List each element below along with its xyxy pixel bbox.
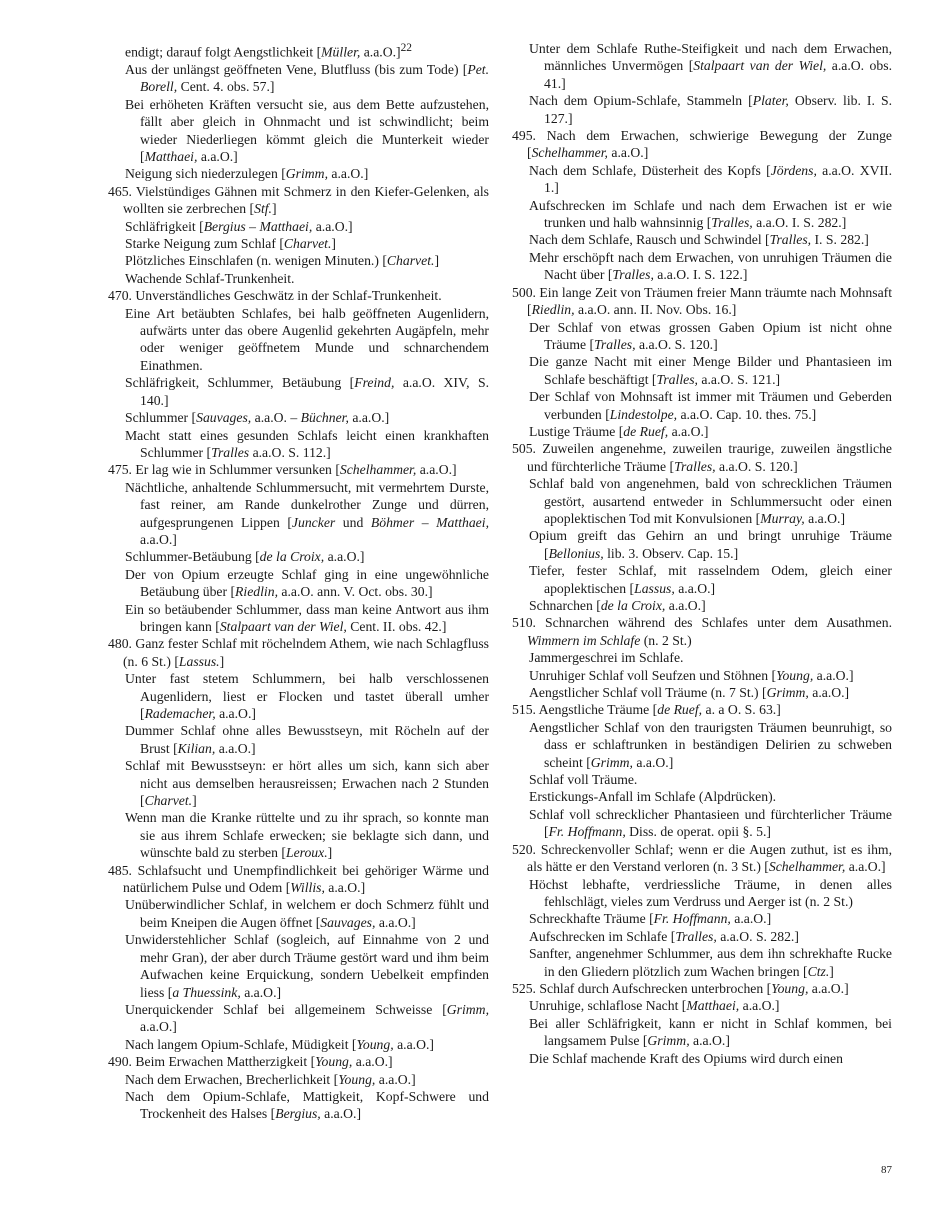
- symptom-entry: Nach dem Schlafe, Düsterheit des Kopfs [Jördens, a.a.O. XVII. 1.]: [529, 162, 893, 196]
- symptom-entry: Opium greift das Gehirn an und bringt unruhige Träume [Bellonius, lib. 3. Observ. Cap. 15.]: [529, 528, 892, 561]
- symptom-entry: Ein so betäubender Schlummer, dass man keine Antwort aus ihm bringen kann [Stalpaart van der Wiel, Cent. II. obs. 42.]: [125, 601, 489, 634]
- symptom-entry: Schläfrigkeit [Bergius – Matthaei, a.a.O.]: [125, 218, 353, 234]
- symptom-entry: Nach dem Schlafe, Rausch und Schwindel [Tralles, I. S. 282.]: [529, 232, 869, 248]
- symptom-entry: Sanfter, angenehmer Schlummer, aus dem ihn schrekhafte Rucke in den Gliedern plötzlich zum Wachen bringen [Ctz.]: [529, 946, 892, 979]
- numbered-entry: 525. Schlaf durch Aufschrecken unterbrochen [Young, a.a.O.]: [512, 980, 849, 996]
- symptom-entry: Eine Art betäubten Schlafes, bei halb geöffneten Augenlidern, aufwärts unter das obere Augenlid gekehrten Augäpfeln, mehr oder weniger geöffnetem Munde und schnarchendem Einathmen.: [125, 305, 489, 373]
- numbered-entry: 495. Nach dem Erwachen, schwierige Bewegung der Zunge [Schelhammer, a.a.O.]: [512, 128, 892, 161]
- symptom-entry: Unwiderstehlicher Schlaf (sogleich, auf Einnahme von 2 und mehr Gran), der aber durch Träume gestört ward und ihm beim Aufwachen keine Erquickung, sondern Uebelkeit empfinden liess [a Thuessink, a.a.O.]: [125, 932, 489, 1000]
- symptom-entry: Neigung sich niederzulegen [Grimm, a.a.O.]: [125, 166, 369, 182]
- numbered-entry: 485. Schlafsucht und Unempfindlichkeit bei gehöriger Wärme und natürlichem Pulse und Odem [Willis, a.a.O.]: [108, 862, 489, 896]
- symptom-entry: Die ganze Nacht mit einer Menge Bilder und Phantasieen im Schlafe beschäftigt [Tralles, a.a.O. S. 121.]: [529, 354, 892, 387]
- symptom-entry: Unerquickender Schlaf bei allgemeinem Schweisse [Grimm, a.a.O.]: [125, 1001, 489, 1035]
- symptom-entry: Schlummer-Betäubung [de la Croix, a.a.O.]: [125, 549, 365, 565]
- symptom-entry: Die Schlaf machende Kraft des Opiums wird durch einen: [529, 1050, 843, 1066]
- symptom-entry: endigt; darauf folgt Aengstlichkeit [Müller, a.a.O.]$^{22}$: [125, 42, 412, 60]
- symptom-entry: Schlaf mit Bewusstseyn: er hört alles um sich, kann sich aber nicht aus demselben herausreissen; Erwachen nach 2 Stunden [Charvet.]: [125, 758, 489, 809]
- symptom-entry: Bei erhöheten Kräften versucht sie, aus dem Bette aufzustehen, fällt aber gleich in Ohnmacht und ist schwindlicht; beim wieder Niederliegen kömmt gleich die Munterkeit wieder [Matthaei, a.a.O.]: [125, 96, 489, 164]
- symptom-entry: Erstickungs-Anfall im Schlafe (Alpdrücken).: [529, 789, 777, 805]
- symptom-entry: Schlaf voll Träume.: [529, 772, 638, 788]
- symptom-entry: Starke Neigung zum Schlaf [Charvet.]: [125, 236, 336, 252]
- symptom-entry: Unter fast stetem Schlummern, bei halb verschlossenen Augenlidern, liest er Flocken und tastet überall umher [Rademacher, a.a.O.]: [125, 671, 489, 721]
- symptom-entry: Aengstlicher Schlaf voll Träume (n. 7 St.) [Grimm, a.a.O.]: [529, 685, 850, 701]
- symptom-entry: Aufschrecken im Schlafe und nach dem Erwachen ist er wie trunken und halb wahnsinnig [Tralles, a.a.O. I. S. 282.]: [529, 197, 892, 231]
- numbered-entry: 510. Schnarchen während des Schlafes unter dem Ausathmen. Wimmern im Schlafe (n. 2 St.): [512, 615, 892, 648]
- symptom-entry: Dummer Schlaf ohne alles Bewusstseyn, mit Röcheln auf der Brust [Kilian, a.a.O.]: [125, 723, 489, 756]
- numbered-entry: 515. Aengstliche Träume [de Ruef, a. a O. S. 63.]: [512, 702, 781, 718]
- numbered-entry: 500. Ein lange Zeit von Träumen freier Mann träumte nach Mohnsaft [Riedlin, a.a.O. ann. II. Nov. Obs. 16.]: [512, 284, 892, 318]
- numbered-entry: 465. Vielstündiges Gähnen mit Schmerz in den Kiefer-Gelenken, als wollten sie zerbrechen [Stf.]: [108, 183, 489, 217]
- left-column: [108, 40, 489, 1123]
- symptom-entry: Lustige Träume [de Ruef, a.a.O.]: [529, 423, 709, 439]
- symptom-entry: Macht statt eines gesunden Schlafs leicht einen krankhaften Schlummer [Tralles a.a.O. S. 112.]: [125, 427, 489, 460]
- symptom-entry: Schlaf bald von angenehmen, bald von schrecklichen Träumen gestört, ausartend entweder in Schlummersucht oder einen apoplektischen Tod mit Konvulsionen [Murray, a.a.O.]: [529, 476, 892, 526]
- symptom-entry: Nach dem Opium-Schlafe, Stammeln [Plater, Observ. lib. I. S. 127.]: [529, 93, 892, 126]
- symptom-entry: Der Schlaf von Mohnsaft ist immer mit Träumen und Geberden verbunden [Lindestolpe, a.a.O. Cap. 10. thes. 75.]: [529, 389, 892, 422]
- symptom-entry: Mehr erschöpft nach dem Erwachen, von unruhigen Träumen die Nacht über [Tralles, a.a.O. I. S. 122.]: [529, 249, 892, 283]
- numbered-entry: 520. Schreckenvoller Schlaf; wenn er die Augen zuthut, ist es ihm, als hätte er den Verstand verloren (n. 3 St.) [Schelhammer, a.a.O.]: [512, 841, 892, 875]
- symptom-entry: Aus der unlängst geöffneten Vene, Blutfluss (bis zum Tode) [Pet. Borell, Cent. 4. obs. 57.]: [125, 61, 489, 95]
- numbered-entry: 475. Er lag wie in Schlummer versunken [Schelhammer, a.a.O.]: [108, 462, 457, 478]
- symptom-entry: Der von Opium erzeugte Schlaf ging in eine ungewöhnliche Betäubung über [Riedlin, a.a.O. ann. V. Oct. obs. 30.]: [125, 566, 489, 600]
- numbered-entry: 490. Beim Erwachen Mattherzigkeit [Young, a.a.O.]: [108, 1054, 393, 1070]
- symptom-entry: Wenn man die Kranke rüttelte und zu ihr sprach, so konnte man sie aus ihrem Schlafe erwecken; sie beklagte sich dann, und wünschte bald zu sterben [Leroux.]: [125, 810, 489, 861]
- symptom-entry: Aufschrecken im Schlafe [Tralles, a.a.O. S. 282.]: [529, 928, 799, 944]
- symptom-entry: Schreckhafte Träume [Fr. Hoffmann, a.a.O.]: [529, 911, 772, 927]
- symptom-entry: Nach dem Erwachen, Brecherlichkeit [Young, a.a.O.]: [125, 1071, 416, 1087]
- symptom-entry: Tiefer, fester Schlaf, mit rasselndem Odem, gleich einer apoplektischen [Lassus, a.a.O.]: [529, 563, 892, 596]
- right-column: [512, 40, 892, 1067]
- symptom-entry: Nächtliche, anhaltende Schlummersucht, mit vermehrtem Durste, fast reiner, am Rande dunkelrother Zunge und dürren, aufgesprungenen Lippen [Juncker und Böhmer – Matthaei, a.a.O.]: [125, 479, 489, 547]
- symptom-entry: Unüberwindlicher Schlaf, in welchem er doch Schmerz fühlt und beim Kneipen die Augen öffnet [Sauvages, a.a.O.]: [125, 897, 489, 930]
- symptom-entry: Wachende Schlaf-Trunkenheit.: [125, 270, 295, 286]
- symptom-entry: Schnarchen [de la Croix, a.a.O.]: [529, 598, 706, 613]
- symptom-entry: Schlaf voll schrecklicher Phantasieen und fürchterlicher Träume [Fr. Hoffmann, Diss. de operat. opii §. 5.]: [529, 806, 892, 840]
- symptom-entry: Nach dem Opium-Schlafe, Mattigkeit, Kopf-Schwere und Trockenheit des Halses [Bergius, a.a.O.]: [125, 1088, 489, 1122]
- symptom-entry: Der Schlaf von etwas grossen Gaben Opium ist nicht ohne Träume [Tralles, a.a.O. S. 120.]: [529, 319, 892, 352]
- symptom-entry: Schläfrigkeit, Schlummer, Betäubung [Freind, a.a.O. XIV, S. 140.]: [125, 375, 489, 408]
- symptom-entry: Schlummer [Sauvages, a.a.O. – Büchner, a.a.O.]: [125, 410, 390, 426]
- symptom-entry: Aengstlicher Schlaf von den traurigsten Träumen beunruhigt, so dass er schlaftrunken in beständigen Delirien zu schweben scheint [Grimm, a.a.O.]: [529, 719, 892, 770]
- symptom-entry: Nach langem Opium-Schlafe, Müdigkeit [Young, a.a.O.]: [125, 1036, 434, 1052]
- numbered-entry: 470. Unverständliches Geschwätz in der Schlaf-Trunkenheit.: [108, 288, 442, 304]
- symptom-entry: Jammergeschrei im Schlafe.: [529, 650, 684, 666]
- symptom-entry: Unruhiger Schlaf voll Seufzen und Stöhnen [Young, a.a.O.]: [529, 667, 854, 683]
- symptom-entry: Höchst lebhafte, verdriessliche Träume, in denen alles fehlschlägt, vieles zum Verdruss und Aerger ist (n. 2 St.): [529, 876, 892, 909]
- symptom-entry: Plötzliches Einschlafen (n. wenigen Minuten.) [Charvet.]: [125, 253, 439, 269]
- symptom-entry: Unruhige, schlaflose Nacht [Matthaei, a.a.O.]: [529, 998, 780, 1014]
- page-number: 87: [881, 1164, 892, 1176]
- symptom-entry: Unter dem Schlafe Ruthe-Steifigkeit und nach dem Erwachen, männliches Unvermögen [Stalpaart van der Wiel, a.a.O. obs. 41.]: [529, 41, 892, 91]
- numbered-entry: 505. Zuweilen angenehme, zuweilen traurige, zuweilen ängstliche und fürchterliche Träume [Tralles, a.a.O. S. 120.]: [512, 441, 892, 474]
- symptom-entry: Bei aller Schläfrigkeit, kann er nicht in Schlaf kommen, bei langsamem Pulse [Grimm, a.a.O.]: [529, 1015, 892, 1049]
- numbered-entry: 480. Ganz fester Schlaf mit röchelndem Athem, wie nach Schlagfluss (n. 6 St.) [Lassus.]: [108, 636, 489, 669]
